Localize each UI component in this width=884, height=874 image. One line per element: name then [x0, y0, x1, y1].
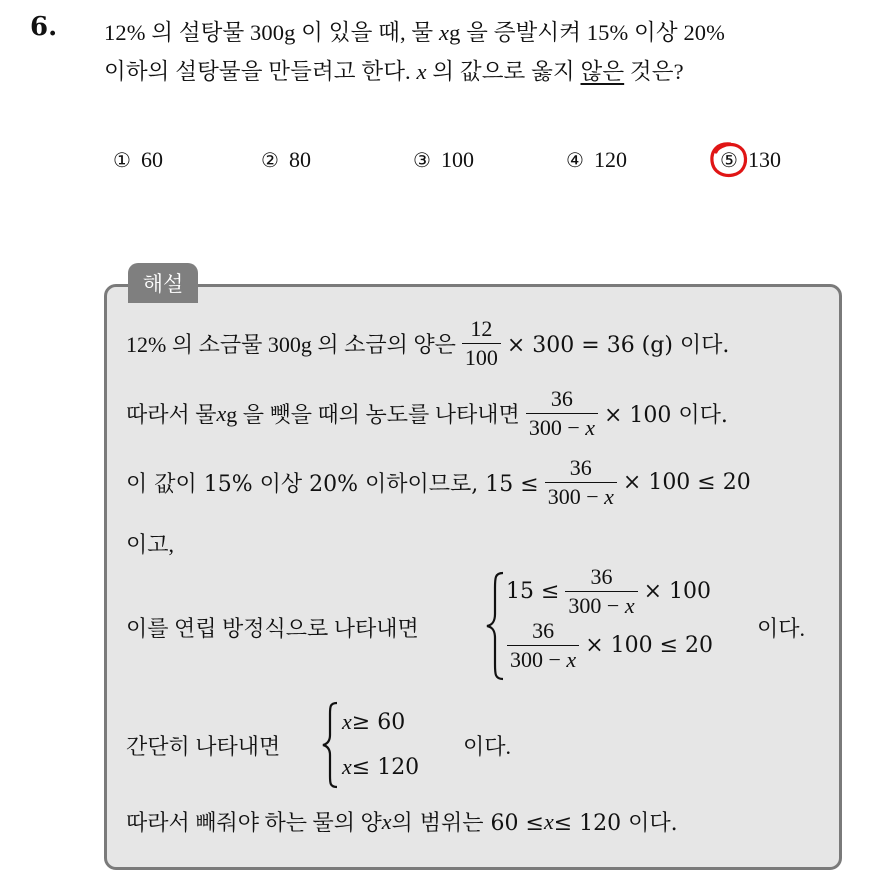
solution-line-2: 따라서 물 x g 을 뺏을 때의 농도를 나타내면 $\frac{36}{300 - x}$ × 100 이다. — [126, 386, 728, 440]
fraction-36-over-300-minus-x: $\frac{36}{300 - x}$ — [565, 566, 637, 617]
question-number: 6. — [30, 12, 58, 42]
red-answer-circle-mark — [708, 140, 750, 180]
system-1-equation-1: 15 ≤ $\frac{36}{300 - x}$ × 100 — [506, 564, 712, 618]
solution-box — [104, 284, 842, 870]
system-2-equation-2: x ≤ 120 — [342, 754, 420, 780]
solution-line-3: 이 값이 15% 이상 20% 이하이므로, 15 ≤ $\frac{36}{300 - x}$ × 100 ≤ 20 — [126, 455, 751, 509]
choice-4[interactable]: ④ 120 — [566, 147, 627, 172]
choice-2[interactable]: ② 80 — [261, 147, 311, 172]
solution-line-6-text: 간단히 나타내면 — [126, 734, 281, 759]
underlined-word: 않은 — [580, 59, 625, 84]
solution-line-6-end: 이다. — [463, 734, 512, 759]
solution-line-5-text: 이를 연립 방정식으로 나타내면 — [126, 616, 419, 641]
solution-tag: 해설 — [128, 263, 198, 303]
question-text-line-2: 이하의 설탕물을 만들려고 한다. x 의 값으로 옳지 않은 것은? — [104, 59, 684, 84]
solution-line-7: 따라서 빼줘야 하는 물의 양 x 의 범위는 60 ≤ x ≤ 120 이다. — [126, 808, 678, 836]
choice-5[interactable]: ⑤ 130 — [720, 147, 781, 172]
fraction-36-over-300-minus-x: $\frac{36}{300 - x}$ — [507, 620, 579, 671]
solution-line-4: 이고, — [126, 532, 175, 557]
system-2-equation-1: x ≥ 60 — [342, 709, 406, 735]
solution-line-5-end: 이다. — [757, 616, 806, 641]
fraction-36-over-300-minus-x: $\frac{36}{300 - x}$ — [545, 457, 617, 508]
question-text-line-1: 12% 의 설탕물 300g 이 있을 때, 물 xg 을 증발시켜 15% 이상 20% — [104, 20, 725, 45]
choice-3[interactable]: ③ 100 — [413, 147, 474, 172]
fraction-36-over-300-minus-x: $\frac{36}{300 - x}$ — [526, 388, 598, 439]
system-1-equation-2: $\frac{36}{300 - x}$ × 100 ≤ 20 — [501, 620, 713, 671]
left-brace-icon — [320, 700, 340, 790]
fraction-12-over-100: $\frac{12}{100}$ — [462, 318, 501, 369]
choice-1[interactable]: ① 60 — [113, 147, 163, 172]
solution-line-1: 12% 의 소금물 300g 의 소금의 양은 $\frac{12}{100}$ × 300 = 36 (g) 이다. — [126, 316, 730, 370]
